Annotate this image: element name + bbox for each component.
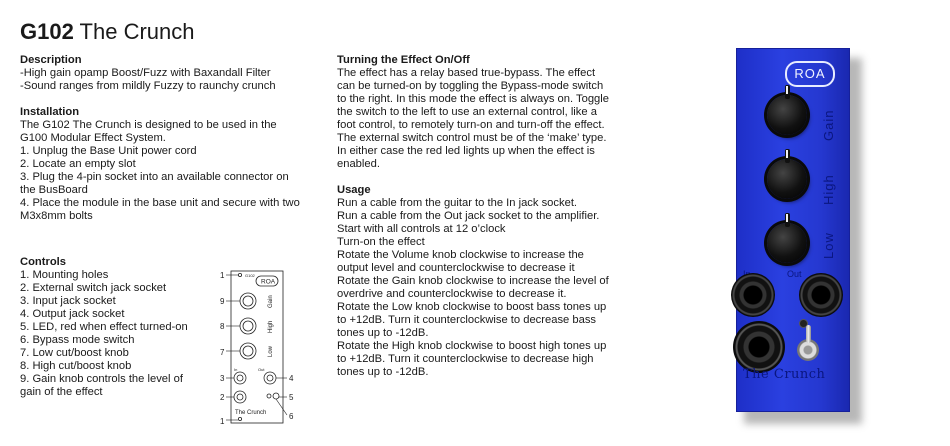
turning-heading: Turning the Effect On/Off	[337, 54, 470, 66]
control-item: 8. High cut/boost knob	[20, 360, 132, 372]
schematic-logo: ROA	[261, 278, 276, 286]
module-photo	[736, 48, 861, 423]
schematic-name: The Crunch	[235, 410, 267, 416]
turning-section	[337, 54, 615, 171]
installation-step: 2. Locate an empty slot	[20, 158, 136, 170]
schematic-model: G102	[245, 273, 255, 278]
installation-intro: The G102 The Crunch is designed to be used in the G100 Modular Effect System.	[20, 119, 277, 144]
usage-line: Run a cable from the Out jack socket to the amplifier.	[337, 210, 600, 222]
control-item: 9. Gain knob controls the level of gain of the effect	[20, 373, 183, 398]
installation-step: 3. Plug the 4-pin socket into an available connector on the BusBoard	[20, 171, 289, 196]
controls-heading: Controls	[20, 256, 66, 268]
control-item: 7. Low cut/boost knob	[20, 347, 129, 359]
module-panel	[736, 48, 850, 412]
usage-line: Rotate the Gain knob clockwise to increase the level of overdrive and counterclockwise to decrease it.	[337, 275, 609, 300]
usage-heading: Usage	[337, 184, 371, 196]
callout-number: 5	[289, 393, 294, 402]
module-label-out: Out	[787, 269, 802, 279]
schematic-jack-input	[234, 372, 246, 384]
module-schematic	[212, 265, 317, 430]
module-logo: ROA	[785, 61, 835, 87]
schematic-jack-output	[264, 372, 276, 384]
product-name: The Crunch	[79, 19, 195, 44]
control-item: 2. External switch jack socket	[20, 282, 167, 294]
callout-number: 1	[220, 417, 225, 426]
module-label-gain: Gain	[821, 109, 836, 141]
schematic-led	[267, 394, 271, 398]
turning-text: The effect has a relay based true-bypass. The effect can be turned-on by toggling the Bypass-mode switch to the right. In this mode the effect is always on. Toggle the switch to the left to use an external control, like a foot control, to remotely turn-on and turn-off the effect. The external switch control must be of the ‘make’ type. In either case the red led lights up when the effect is enabled.	[337, 67, 609, 170]
high-knob[interactable]	[767, 159, 807, 199]
control-item: 3. Input jack socket	[20, 295, 116, 307]
gain-knob[interactable]	[767, 95, 807, 135]
control-item: 5. LED, red when effect turned-on	[20, 321, 188, 333]
description-line: -Sound ranges from mildly Fuzzy to raunchy crunch	[20, 80, 276, 92]
schematic-label-out: Out	[258, 367, 265, 372]
schematic-label-in: In	[234, 367, 238, 372]
installation-step: 4. Place the module in the base unit and secure with two M3x8mm bolts	[20, 197, 300, 222]
schematic-knob-low	[240, 343, 256, 359]
module-name: The Crunch	[743, 367, 826, 382]
usage-line: Start with all controls at 12 o’clock	[337, 223, 506, 235]
control-item: 1. Mounting holes	[20, 269, 109, 281]
schematic-panel-outline	[231, 271, 283, 423]
schematic-mounting-hole	[238, 417, 241, 420]
schematic-knob-high	[240, 318, 256, 334]
callout-number: 7	[220, 348, 225, 357]
usage-section	[337, 184, 615, 379]
installation-step: 1. Unplug the Base Unit power cord	[20, 145, 197, 157]
callout-number: 4	[289, 374, 294, 383]
left-column	[20, 54, 302, 236]
description-heading: Description	[20, 54, 82, 66]
callout-number: 2	[220, 393, 225, 402]
schematic-label-low: Low	[268, 345, 274, 357]
usage-line: Run a cable from the guitar to the In jack socket.	[337, 197, 578, 209]
external-switch-jack[interactable]	[733, 321, 785, 373]
callout-number: 8	[220, 322, 225, 331]
control-item: 4. Output jack socket	[20, 308, 125, 320]
schematic-mounting-hole	[238, 273, 241, 276]
usage-line: Rotate the Low knob clockwise to boost bass tones up to +12dB. Turn it counterclockwise to decrease bass tones up to -12dB.	[337, 301, 607, 339]
module-label-low: Low	[821, 232, 836, 259]
schematic-bypass-switch	[273, 393, 279, 399]
input-jack[interactable]	[731, 273, 775, 317]
callout-number: 3	[220, 374, 225, 383]
module-label-high: High	[821, 174, 836, 205]
callout-number: 6	[289, 412, 294, 421]
page-title	[20, 18, 195, 46]
control-item: 6. Bypass mode switch	[20, 334, 135, 346]
description-line: -High gain opamp Boost/Fuzz with Baxandall Filter	[20, 67, 271, 79]
usage-line: Rotate the High knob clockwise to boost high tones up to +12dB. Turn it counterclockwise to decrease high tones up to -12dB.	[337, 340, 607, 378]
controls-section	[20, 256, 200, 399]
usage-line: Rotate the Volume knob clockwise to increase the output level and counterclockwise to decrease it	[337, 249, 584, 274]
usage-line: Turn-on the effect	[337, 236, 425, 248]
schematic-jack-external	[234, 391, 246, 403]
installation-heading: Installation	[20, 106, 80, 118]
callout-number: 1	[220, 271, 225, 280]
schematic-knob-gain	[240, 293, 256, 309]
right-column	[337, 54, 615, 392]
installation-section	[20, 106, 302, 223]
description-section	[20, 54, 302, 93]
schematic-label-high: High	[268, 320, 274, 333]
schematic-label-gain: Gain	[268, 295, 274, 308]
low-knob[interactable]	[767, 223, 807, 263]
output-jack[interactable]	[799, 273, 843, 317]
bypass-mode-switch[interactable]	[806, 325, 811, 343]
callout-number: 9	[220, 297, 225, 306]
model-code: G102	[20, 19, 74, 44]
